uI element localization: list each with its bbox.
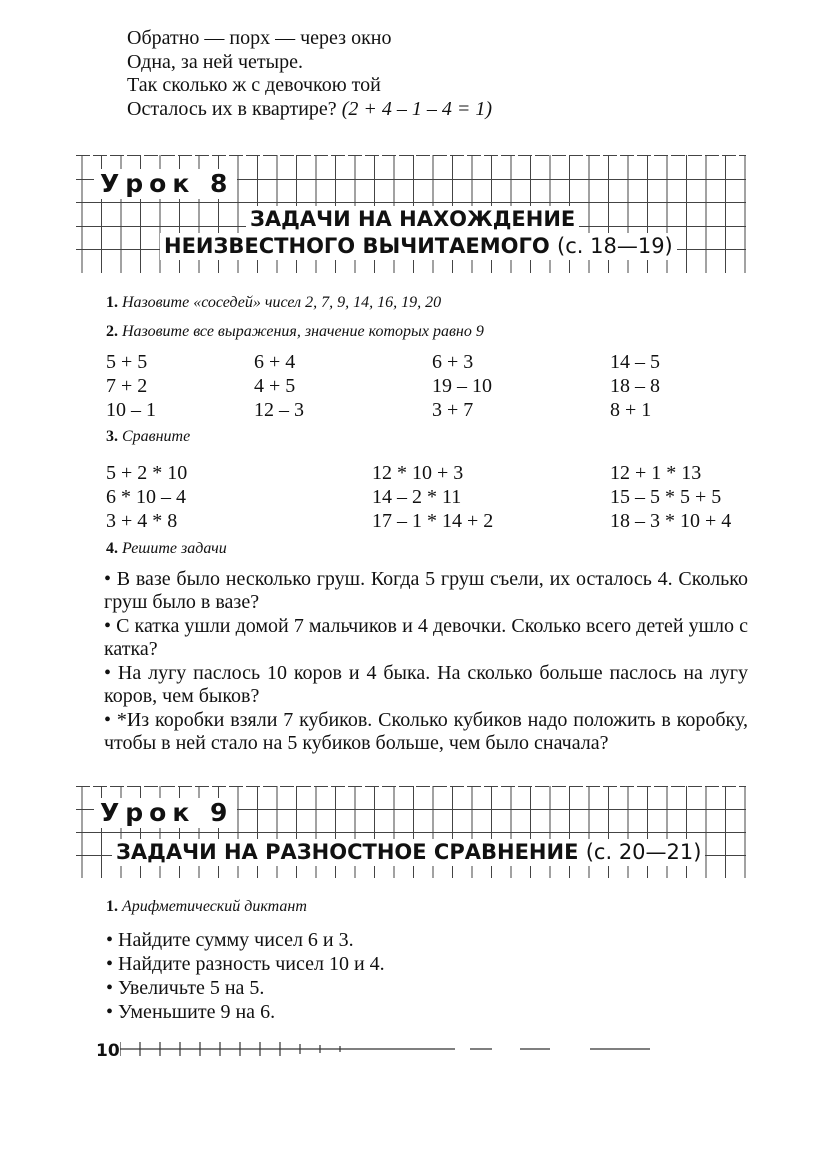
lesson-8-task-3 bbox=[106, 428, 190, 446]
task-text: Сравните bbox=[122, 428, 191, 445]
comparison: 18 – 3 * 10 + 4 bbox=[610, 510, 732, 532]
expression: 7 + 2 bbox=[106, 375, 148, 397]
task-text: Решите задачи bbox=[122, 540, 227, 557]
poem-line: Одна, за ней четыре. bbox=[127, 50, 303, 73]
word-problem bbox=[76, 709, 748, 755]
expression: 3 + 7 bbox=[432, 399, 474, 421]
poem-last-line-text: Осталось их в квартире? bbox=[127, 97, 337, 120]
expression: 6 + 3 bbox=[432, 351, 474, 373]
comparison: 15 – 5 * 5 + 5 bbox=[610, 486, 722, 508]
comparison: 14 – 2 * 11 bbox=[372, 486, 462, 508]
expression: 12 – 3 bbox=[254, 399, 304, 421]
comparison: 17 – 1 * 14 + 2 bbox=[372, 510, 494, 532]
lesson-8-banner bbox=[76, 155, 746, 273]
word-problem-text: • На лугу паслось 10 коров и 4 быка. На сколько больше паслось на лугу коров, чем быков? bbox=[104, 662, 748, 707]
task-text: Назовите «соседей» чисел 2, 7, 9, 14, 16, 19, 20 bbox=[122, 294, 442, 311]
lesson-8-task-2 bbox=[106, 323, 484, 341]
lesson-9-banner bbox=[76, 786, 746, 878]
poem-answer: (2 + 4 – 1 – 4 = 1) bbox=[341, 97, 492, 120]
word-problem bbox=[76, 662, 748, 708]
task-number: 3. bbox=[106, 428, 118, 445]
poem-last-line bbox=[127, 98, 492, 122]
task-number: 1. bbox=[106, 898, 118, 915]
lesson-8-task-1 bbox=[106, 294, 441, 312]
word-problem-text: • *Из коробки взяли 7 кубиков. Сколько кубиков надо положить в коробку, чтобы в ней стало на 5 кубиков больше, чем было сначала? bbox=[104, 709, 748, 754]
word-problem-text: • В вазе было несколько груш. Когда 5 груш съели, их осталось 4. Сколько груш было в вазе? bbox=[104, 568, 748, 613]
lesson-8-title-line-2 bbox=[160, 233, 677, 260]
comparison: 12 + 1 * 13 bbox=[610, 462, 702, 484]
comparison: 5 + 2 * 10 bbox=[106, 462, 188, 484]
expression: 19 – 10 bbox=[432, 375, 492, 397]
poem-line: Обратно — порх — через окно bbox=[127, 27, 392, 49]
lesson-9-task-1 bbox=[106, 898, 307, 916]
task-number: 4. bbox=[106, 540, 118, 557]
lesson-9-title bbox=[112, 839, 705, 866]
poem-line: Так сколько ж с девочкою той bbox=[127, 74, 381, 96]
dictation-item: • Найдите разность чисел 10 и 4. bbox=[106, 953, 385, 975]
expression: 10 – 1 bbox=[106, 399, 156, 421]
dictation-item: • Найдите сумму чисел 6 и 3. bbox=[106, 929, 354, 951]
expression: 14 – 5 bbox=[610, 351, 660, 373]
task-text: Назовите все выражения, значение которых равно 9 bbox=[122, 323, 484, 340]
word-problem-text: • С катка ушли домой 7 мальчиков и 4 девочки. Сколько всего детей ушло с катка? bbox=[104, 615, 748, 660]
dictation-item: • Уменьшите 9 на 6. bbox=[106, 1001, 276, 1023]
expression: 6 + 4 bbox=[254, 351, 296, 373]
lesson-8-pages: (с. 18—19) bbox=[557, 234, 673, 258]
expression: 18 – 8 bbox=[610, 375, 660, 397]
dictation-item: • Увеличьте 5 на 5. bbox=[106, 977, 265, 999]
poem-fragment bbox=[127, 27, 492, 121]
lesson-9-label: Урок 9 bbox=[94, 798, 237, 828]
lesson-9-title-text: ЗАДАЧИ НА РАЗНОСТНОЕ СРАВНЕНИЕ bbox=[116, 840, 579, 864]
expression: 8 + 1 bbox=[610, 399, 652, 421]
comparison: 3 + 4 * 8 bbox=[106, 510, 178, 532]
lesson-8-title-text: НЕИЗВЕСТНОГО ВЫЧИТАЕМОГО bbox=[164, 234, 550, 258]
lesson-8-task-4 bbox=[106, 540, 227, 558]
expression: 5 + 5 bbox=[106, 351, 148, 373]
page-footer bbox=[96, 1041, 120, 1061]
expression: 4 + 5 bbox=[254, 375, 296, 397]
lesson-8-label: Урок 8 bbox=[94, 169, 237, 199]
task-text: Арифметический диктант bbox=[122, 898, 307, 915]
comparison: 12 * 10 + 3 bbox=[372, 462, 464, 484]
footer-rule bbox=[120, 1039, 740, 1059]
task-number: 2. bbox=[106, 323, 118, 340]
lesson-9-pages: (с. 20—21) bbox=[585, 840, 702, 864]
word-problem bbox=[76, 568, 748, 614]
lesson-8-title-line-1: ЗАДАЧИ НА НАХОЖДЕНИЕ bbox=[246, 206, 579, 233]
dictation-list bbox=[106, 928, 385, 1024]
comparison: 6 * 10 – 4 bbox=[106, 486, 186, 508]
page-number: 10 bbox=[96, 1041, 120, 1061]
word-problem bbox=[76, 615, 748, 661]
task-number: 1. bbox=[106, 294, 118, 311]
